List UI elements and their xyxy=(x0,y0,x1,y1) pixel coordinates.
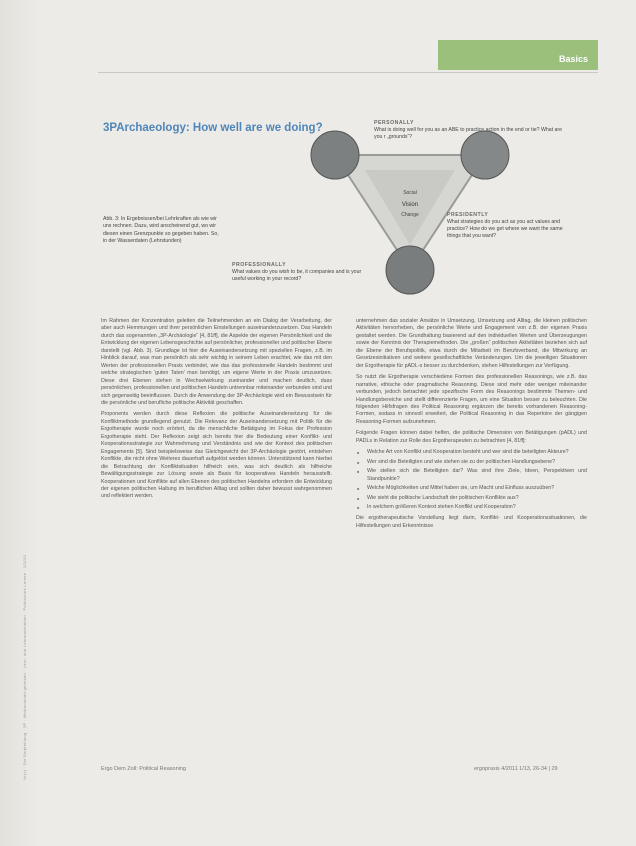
personal-text: What is doing well for you as an ABE to practice action in the end or tie? What are you r „grounds“? xyxy=(374,127,563,140)
figure-caption: Abb. 3: In Ergebnissen/bei Lehrkraften als wie wir uns rechnen. Dazu, wird anscheinend gut, wo wir diesen einen Grenzpunkte so gegeben haben. So, in der Wasserdaten (Lehrstunden) xyxy=(103,216,219,245)
figure-title: 3PArchaeology: How well are we doing? xyxy=(103,122,323,134)
list-item: ■ Wie stellen sich die Beteiligten dar? Was sind ihre Ziele, Ideen, Perspektiven und Standpunkte? xyxy=(367,468,587,483)
list-item: ■ Wie sieht die politische Landschaft der politischen Konflikte aus? xyxy=(367,495,587,502)
list-item: ■ In welchem größeren Kontext stehen Konflikt und Kooperation? xyxy=(367,504,587,511)
paragraph: unternehmen das sozialer Ansätze in Umsetzung, Umsetzung und Alltag, die kleinen politischen Aktivitäten hervorheben, die persönliche Werte und Engagement von z.B. der eigenen Praxis gestaltet werden. Die Grundhaltung basierend auf den individuellen Werten und Überzeugungen sowie der Kenntnis der Therapiemethoden. Die „großen“ politischen Aktivitäten beziehen sich auf die Ebene der Berufspolitik, etwa durch die Mitarbeit im Berufsverband, die Mitwirkung an Gesetzesinitiativen und weitere gesellschaftliche Veränderungen. Um die jeweiligen Situationen der Ergotherapie für pADL-s besser zu durchdenken, stehen Hilfestellungen zur Verfügung. xyxy=(356,318,587,369)
center-main-label: Vision xyxy=(401,202,419,208)
paragraph: Im Rahmen der Konzentration geleiten die Teilnehmenden an ein Dialog der Verarbeitung, der aber auch Hemmungen und ihrer persönlichen Einstellungen auseinanderzusetzen. Das Handeln durch das sogenannten „3P-Archäologie“ [4, 81ff], die Aspekte der eigenen Persönlichkeit und die Entwicklung der eigenen Lebensgeschichte auf persönlicher, professioneller und politischer Ebene darstellt (vgl. Abb. 3). Grundlage ist hier die Auseinandersetzung mit speziellen Fragen, z.B. im Hinblick darauf, was man persönlich als sehr wichtig in seinem Leben erachtet, wie das mit den Werten der professionellen Praxis verbindet, wie das das professionelle Handeln bestimmt und welche strategischen 'guten Taten' man benötigt, um eigene Werte in der Praxis umzusetzen. Diese drei Ebenen stehen in Wechselwirkung zueinander und machen deutlich, dass persönlichen, professionellen und politischen Handeln untrennbar miteinander verbunden sind und sich gegenseitig beeinflussen. Durch die Anwendung der 3P-Archäologie wird ein Bewusstsein für die persönliche und berufliche politische Aktivität geschaffen. xyxy=(101,318,332,406)
text-column-right xyxy=(356,318,587,534)
professional-globe xyxy=(386,246,434,294)
center-top-label: Social xyxy=(403,190,417,196)
personal-callout xyxy=(374,120,564,141)
president-callout xyxy=(447,212,565,240)
center-bottom-label: Change xyxy=(401,212,419,218)
professional-text: What values do you wish to be, it companies and is your useful working in your record? xyxy=(232,269,362,282)
question-list xyxy=(356,449,587,511)
paragraph: So nutzt die Ergotherapie verschiedene Formen des professionellen Reasonings, wie z.B. das narrative, ethische oder pragmatische Reasoning. Diese sind mehr oder weniger miteinander verbunden, jedoch betrachtet jede spezifische Form des Reasonings bestimmte Themen- und Handlungsbereiche und stellt differenzierte Fragen, um eine Situation besser zu beleuchten. Die folgenden Hilfsfragen des Political Reasoning ergänzen die bereits vorhandenen Reasoning-Formen, sodass in sinnvoll erweitert, die Political Reasoning in das Repertoire der gängigen Reasoning-Formen aufzunehmen. xyxy=(356,374,587,425)
paragraph: Folgende Fragen können dabei helfen, die politische Dimension von Betätigungen (pADL) und PADLs in Relation zur Rolle des Ergotherapeuten zu betrachten [4, 81ff]: xyxy=(356,430,587,444)
professional-callout xyxy=(232,262,362,283)
president-head: PRESIDENTLY xyxy=(447,212,489,218)
list-item: ■ Welche Art von Konflikt und Kooperation besteht und wer sind die beteiligten Akteure? xyxy=(367,449,587,456)
president-text: What strategies do you act as you act values and practice? How do we get where we want the same things that you want? xyxy=(447,219,563,239)
footer-source: Ergo Dem Zoll: Political Reasoning xyxy=(101,766,186,772)
text-column-left xyxy=(101,318,332,505)
paragraph: Proponents werden durch diese Reflexion die politische Auseinandersetzung für die Konfliktmethode grundlegend genutzt. Die Relevanz der Auseinandersetzung mit Politik für die Ergotherapie wurde noch erörtert, da die menschliche Betätigung im Fokus der Profession Ergotherapie steht. Der Reflexion zeigt sich bereits hier die Bedeutung einer Konflikt- und Kooperationsstrategie zur Wahrnehmung und Verständnis und wie der Kontext des politischen Engagements [5]. Sind beispielsweise das Gleichgewicht der 3P-Archäologie gestört, entstehen Konflikte, die nicht ohne Weiteres dauerhaft aufgelöst werden können. Unterstützend kann hierbei die Betrachtung der Konfliktsituation hilfreich sein, was sich deutlich als hilfreiche Bewältigungsstrategie zur Lösung sowie als Basis für kooperatives Handeln herausstellt. Kooperationen und Konflikte auf allen Ebenen des politischen Handelns erfordern die Entwicklung der eigenen politischen Haltung im beruflichen Alltag und sollten daher bewusst wahrgenommen und reflektiert werden. xyxy=(101,411,332,500)
list-item: ■ Wer sind die Beteiligten und wie stehen sie zu der politischen Handlungsebene? xyxy=(367,459,587,466)
professional-head: PROFESSIONALLY xyxy=(232,262,287,268)
section-tab xyxy=(438,40,598,70)
list-item: ■ Welche Möglichkeiten und Mittel haben sie, um Macht und Einfluss auszuüben? xyxy=(367,485,587,492)
margin-vertical-note: Nr(c) · Die Empfehlung · 3P · Medieninhalt geleistet · Lern- und Lehrmaterialien · Politisches Lernen · 1/2011 xyxy=(22,554,27,780)
paragraph: Die ergotherapeutische Vorstellung liegt darin, Konflikt- und Kooperationssituationen, die Hilfestellungen und Erkenntnisse xyxy=(356,515,587,529)
section-tab-label: Basics xyxy=(558,54,588,64)
header-rule xyxy=(98,72,598,73)
personal-head: PERSONALLY xyxy=(374,120,414,126)
personal-globe xyxy=(311,131,359,179)
footer-page-info: ergopraxis 4/2011 1/13, 26-34 | 29 xyxy=(474,766,558,772)
